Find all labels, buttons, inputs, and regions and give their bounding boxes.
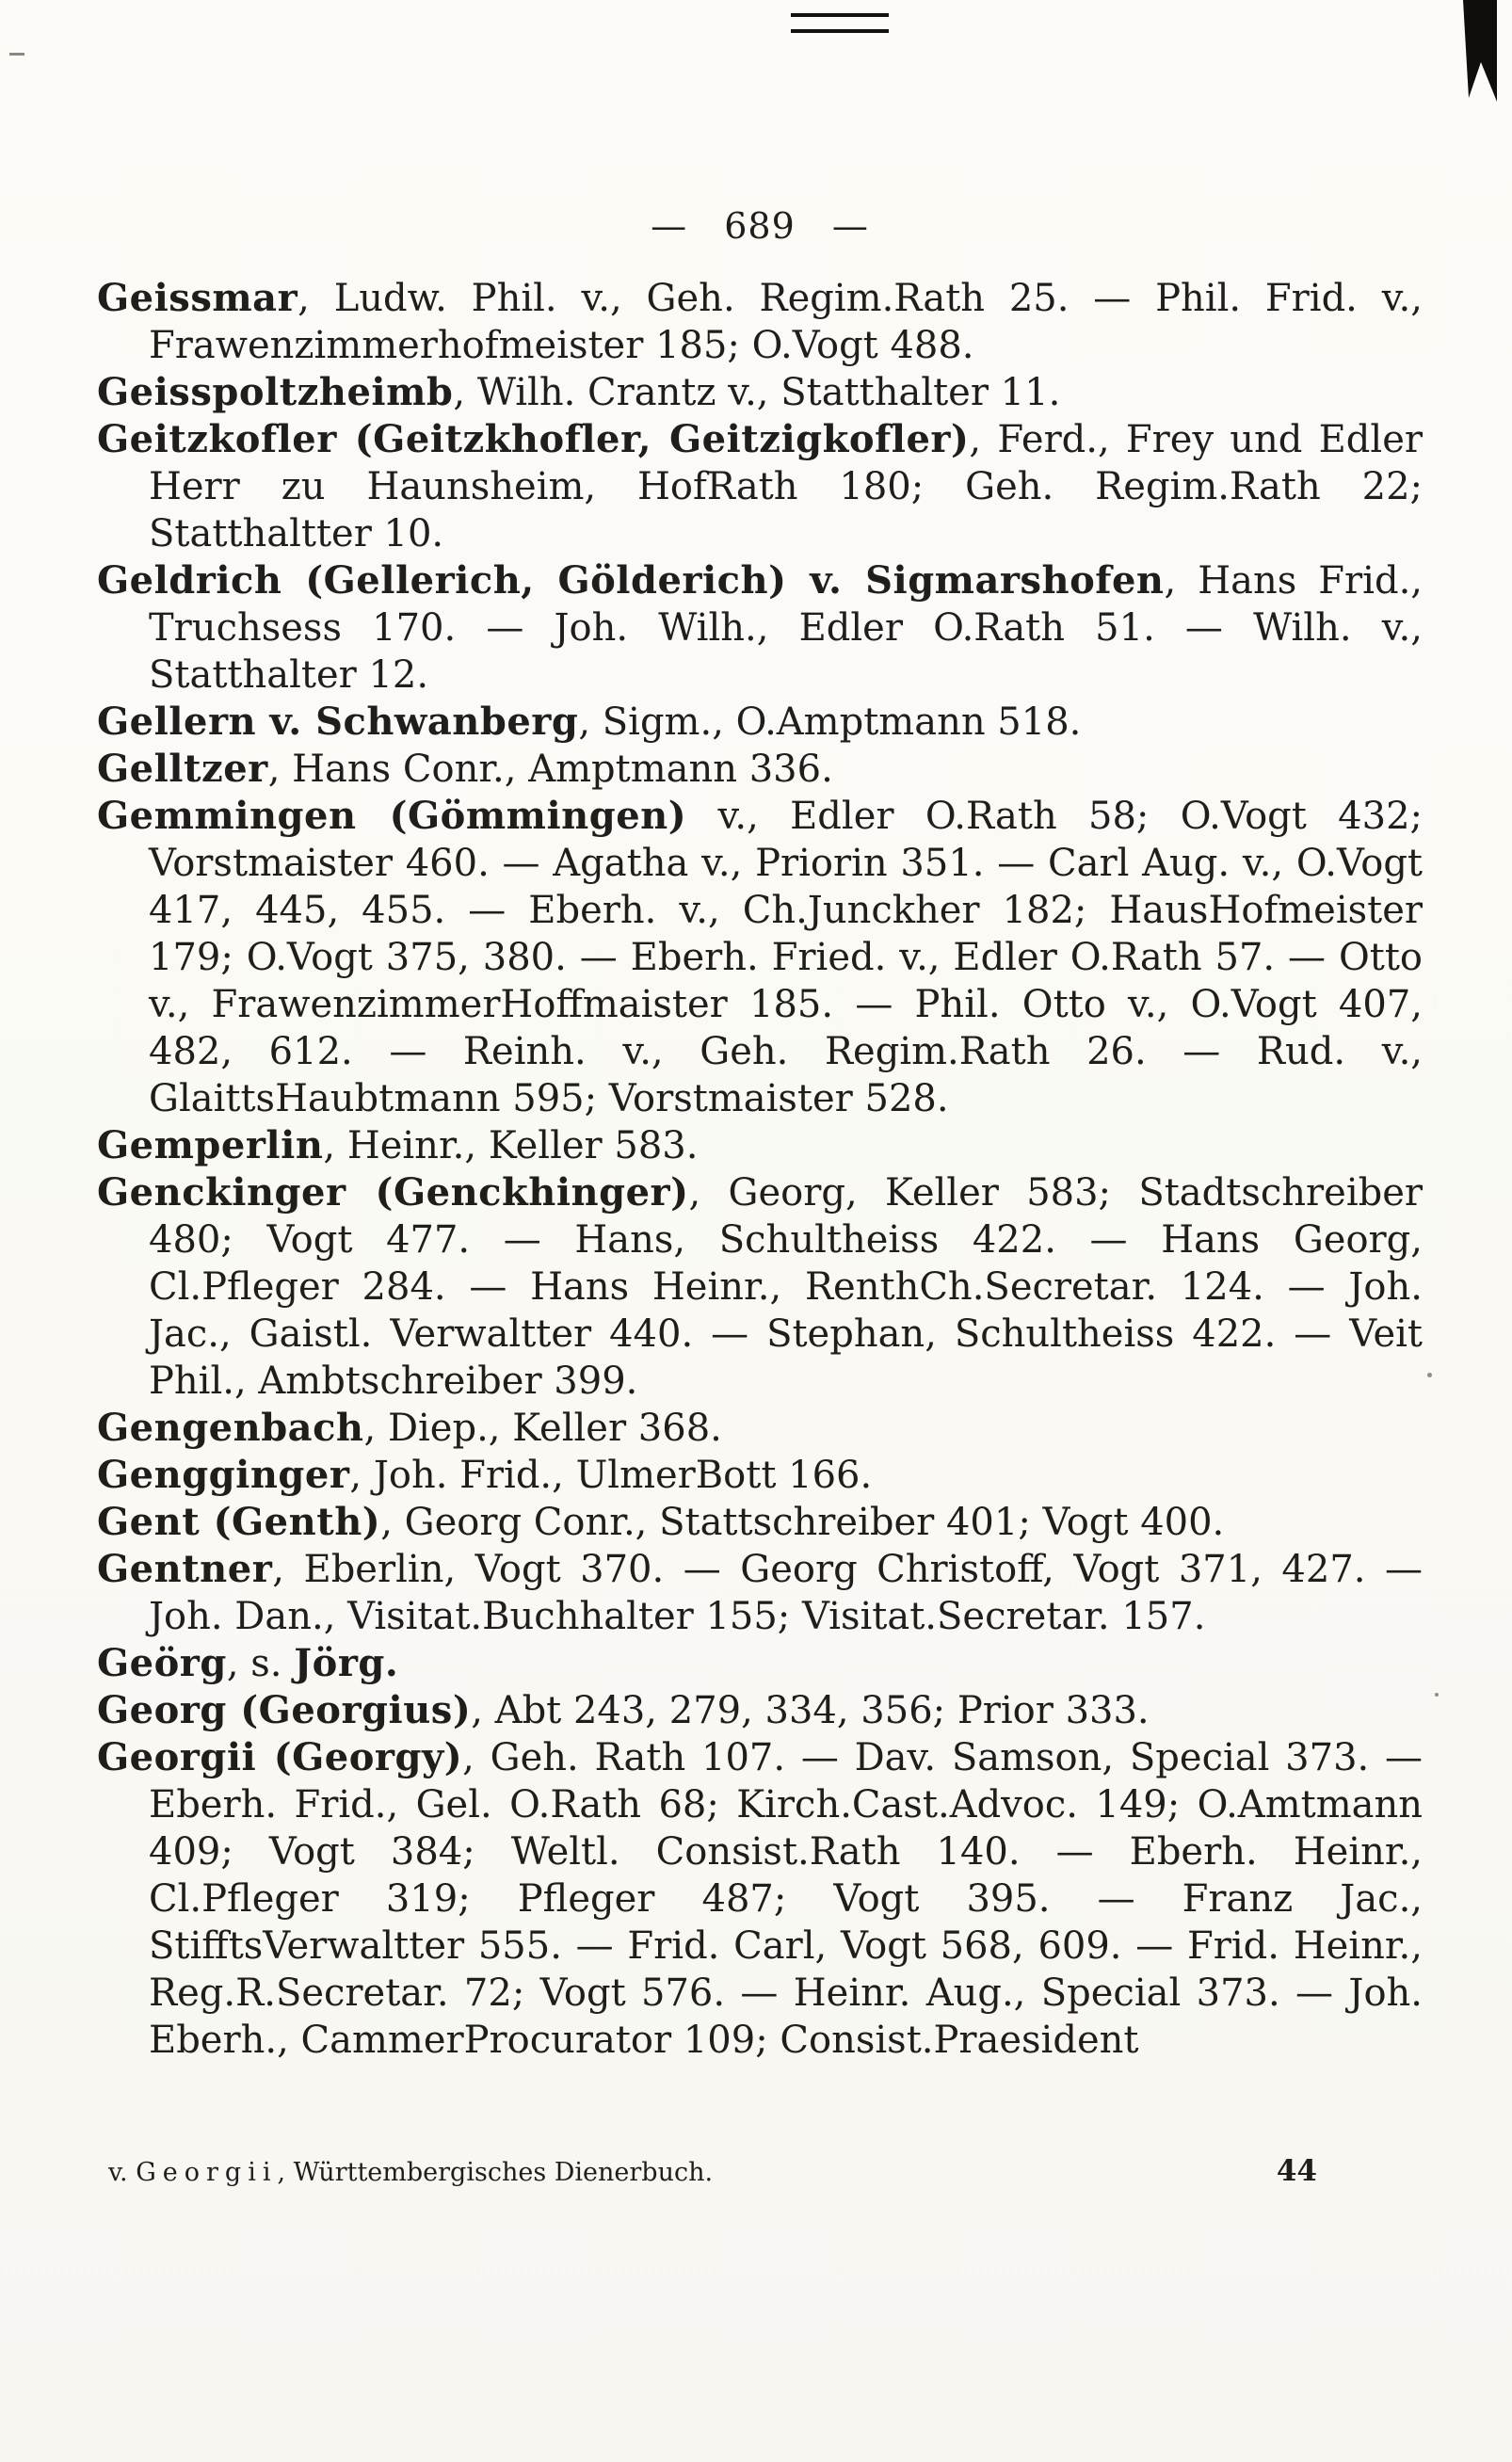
entry-text: , Georg, Keller 583; Stadtschreiber 480; Vogt 477. — Hans, Schultheiss 422. — Hans Georg, Cl.Pfleger 284. — Hans Heinr., RenthCh.Secretar. 124. — Joh. Jac., Gaistl. Verwaltter 440. — Stephan, Schultheiss 422. — Veit Phil., Ambtschreiber 399. — [149, 1171, 1424, 1403]
entry-headword: Gengginger — [97, 1453, 350, 1497]
entry-headword: Gentner — [97, 1547, 273, 1591]
entry-headword: Gellern v. Schwanberg — [97, 700, 579, 744]
entry-text: , Hans Frid., Truchsess 170. — Joh. Wilh., Edler O.Rath 51. — Wilh. v., Statthalter 12. — [149, 559, 1424, 697]
footer-title-rest: , Württembergisches Dienerbuch. — [277, 2158, 714, 2187]
index-entry-gentner — [97, 1546, 1423, 1640]
index-entry-geldrich — [97, 557, 1423, 699]
entry-text: , Geh. Rath 107. — Dav. Samson, Special 373. — Eberh. Frid., Gel. O.Rath 68; Kirch.Cast.Advoc. 149; O.Amtmann 409; Vogt 384; Weltl. Consist.Rath 140. — Eberh. Heinr., Cl.Pfleger 319; Pfleger 487; Vogt 395. — Franz Jac., StifftsVerwaltter 555. — Frid. Carl, Vogt 568, 609. — Frid. Heinr., Reg.R.Secretar. 72; Vogt 576. — Heinr. Aug., Special 373. — Joh. Eberh., CammerProcurator 109; Consist.Praesident — [149, 1736, 1424, 2062]
entry-headword: Gent (Genth) — [97, 1500, 381, 1544]
entry-headword: Gengenbach — [97, 1406, 364, 1450]
entry-headword: Georg (Georgius) — [97, 1688, 472, 1732]
entry-headword: Geörg — [97, 1641, 227, 1685]
entry-text: , Joh. Frid., UlmerBott 166. — [349, 1454, 873, 1497]
footer-running-title — [108, 2158, 713, 2187]
entry-headword: Genckinger (Genckhinger) — [97, 1170, 689, 1215]
entry-headword: Gelltzer — [97, 747, 268, 791]
entry-text: , Georg Conr., Stattschreiber 401; Vogt 400. — [380, 1501, 1225, 1544]
entry-text: , Wilh. Crantz v., Statthalter 11. — [453, 371, 1061, 414]
scan-speckle — [1427, 1373, 1432, 1377]
index-entry-gellern — [97, 699, 1423, 746]
entry-text: , Ludw. Phil. v., Geh. Regim.Rath 25. — Phil. Frid. v., Frawenzimmerhofmeister 185; O.Vogt 488. — [149, 277, 1423, 367]
footer-author: Georgii — [136, 2158, 278, 2187]
entry-headword: Geitzkofler (Geitzkhofler, Geitzigkofler) — [97, 417, 970, 461]
entry-text: , Hans Conr., Amptmann 336. — [267, 748, 833, 791]
index-entry-geoerg — [97, 1640, 1423, 1687]
index-entry-geissmar — [97, 275, 1423, 369]
index-entry-geisspoltzheimb — [97, 369, 1423, 416]
page-number: — 689 — — [651, 205, 869, 247]
sheet-signature-number: 44 — [1276, 2154, 1317, 2188]
scan-speckle — [1435, 1693, 1439, 1697]
index-entry-gent — [97, 1499, 1423, 1546]
scan-artifact-dash — [9, 53, 24, 56]
index-entry-gengenbach — [97, 1405, 1423, 1452]
index-entry-geitzkofler — [97, 416, 1423, 557]
bookmark-ribbon-icon — [1456, 0, 1497, 104]
index-entry-gengginger — [97, 1452, 1423, 1499]
entry-text: , Heinr., Keller 583. — [323, 1124, 699, 1167]
top-rule-fragment — [791, 29, 889, 33]
entry-cross-reference: Jörg. — [294, 1641, 399, 1685]
entry-headword: Geissmar — [97, 276, 298, 320]
entry-text: , Abt 243, 279, 334, 356; Prior 333. — [471, 1689, 1150, 1732]
entry-headword: Gemperlin — [97, 1123, 324, 1167]
index-entry-georgii — [97, 1734, 1423, 2064]
top-rule-fragment — [791, 13, 889, 17]
entry-text: v., Edler O.Rath 58; O.Vogt 432; Vorstmaister 460. — Agatha v., Priorin 351. — Carl Aug. v., O.Vogt 417, 445, 455. — Eberh. v., Ch.Junckher 182; HausHofmeister 179; O.Vogt 375, 380. — Eberh. Fried. v., Edler O.Rath 57. — Otto v., FrawenzimmerHoffmaister 185. — Phil. Otto v., O.Vogt 407, 482, 612. — Reinh. v., Geh. Regim.Rath 26. — Rud. v., GlaittsHaubtmann 595; Vorstmaister 528. — [149, 795, 1424, 1120]
entry-headword: Geldrich (Gellerich, Gölderich) v. Sigmarshofen — [97, 558, 1165, 603]
entry-text: , Eberlin, Vogt 370. — Georg Christoff, Vogt 371, 427. — Joh. Dan., Visitat.Buchhalter 155; Visitat.Secretar. 157. — [149, 1548, 1423, 1638]
entry-text: , s. — [226, 1642, 295, 1685]
index-entry-genckinger — [97, 1169, 1423, 1405]
entry-headword: Gemmingen (Gömmingen) — [97, 794, 687, 838]
index-entry-list — [97, 275, 1423, 2064]
index-entry-georg — [97, 1687, 1423, 1734]
entry-text: , Ferd., Frey und Edler Herr zu Haunsheim, HofRath 180; Geh. Regim.Rath 22; Statthaltter 10. — [149, 418, 1423, 555]
index-entry-gemmingen — [97, 793, 1423, 1122]
page-footer — [108, 2154, 1423, 2188]
entry-text: , Diep., Keller 368. — [363, 1407, 722, 1450]
entry-headword: Georgii (Georgy) — [97, 1735, 463, 1779]
index-entry-gelltzer — [97, 746, 1423, 793]
entry-headword: Geisspoltzheimb — [97, 370, 454, 414]
footer-prefix: v. — [108, 2158, 137, 2187]
entry-text: , Sigm., O.Amptmann 518. — [578, 700, 1082, 744]
index-entry-gemperlin — [97, 1122, 1423, 1169]
